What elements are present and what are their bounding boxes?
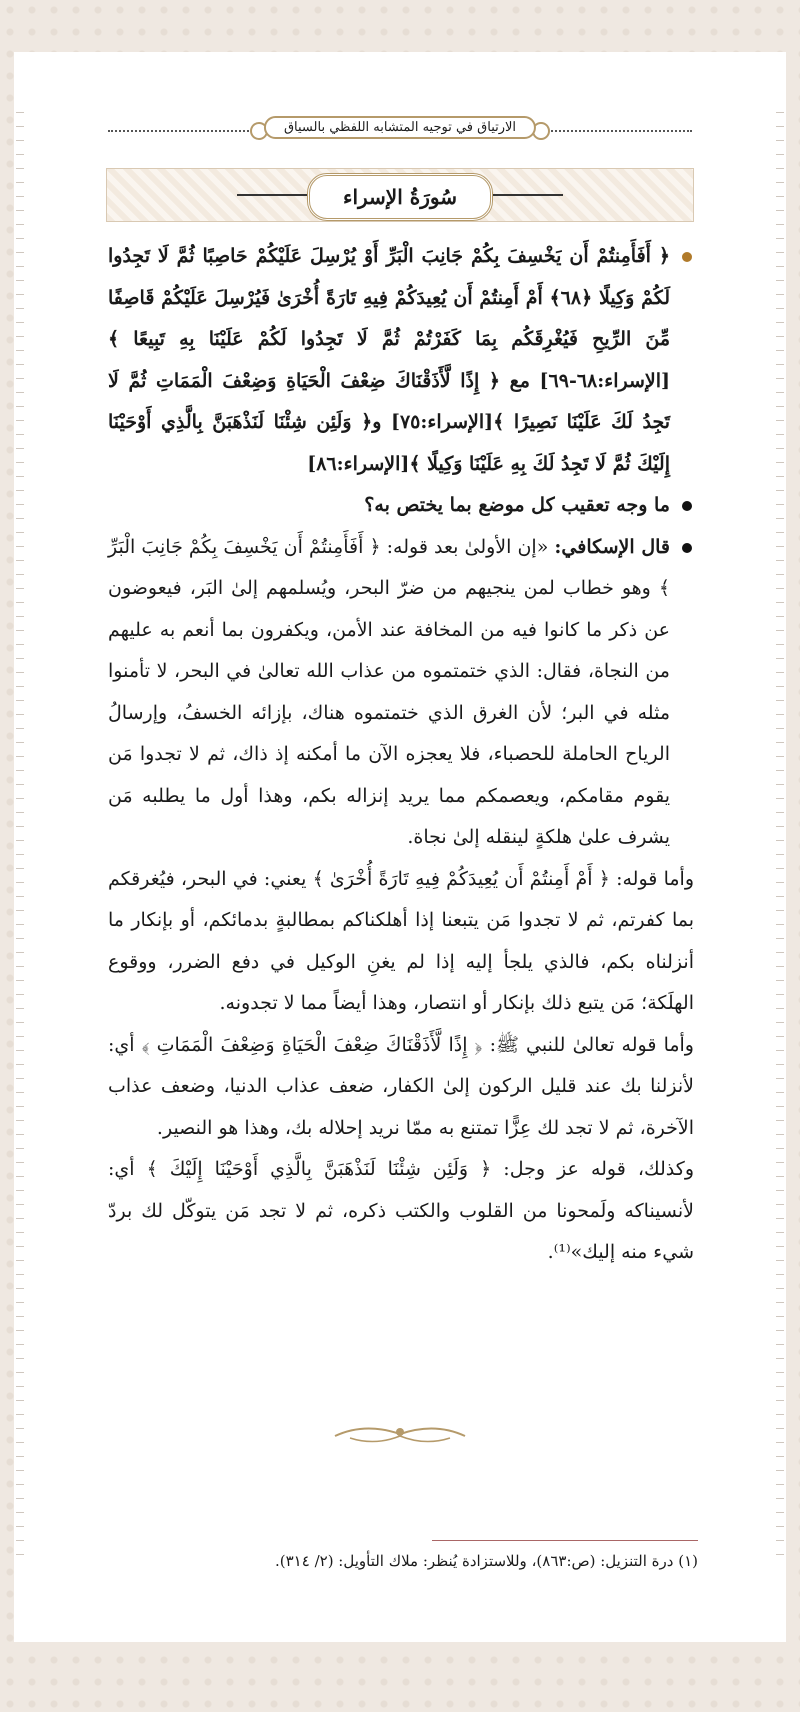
running-title: الارتياق في توجيه المتشابه اللفظي بالسياق <box>264 116 536 139</box>
verses-bullet: ﴿ أَفَأَمِنتُمْ أَن يَخْسِفَ بِكُمْ جَانِبَ الْبَرِّ أَوْ يُرْسِلَ عَلَيْكُمْ حَاصِبًا ثُمَّ لَا تَجِدُوا لَكُمْ وَكِيلًا ﴿٦٨﴾ أَمْ أَمِنتُمْ أَن يُعِيدَكُمْ فِيهِ تَارَةً أُخْرَىٰ فَيُرْسِلَ عَلَيْكُمْ قَاصِفًا مِّنَ الرِّيحِ فَيُغْرِقَكُم بِمَا كَفَرْتُمْ ثُمَّ لَا تَجِدُوا لَكُمْ عَلَيْنَا بِهِ تَبِيعًا ﴾ [الإسراء:٦٨-٦٩] مع ﴿ إِذًا لَّأَذَقْنَاكَ ضِعْفَ الْحَيَاةِ وَضِعْفَ الْمَمَاتِ ثُمَّ لَا تَجِدُ لَكَ عَلَيْنَا نَصِيرًا ﴾[الإسراء:٧٥] و﴿ وَلَئِن شِئْنَا لَنَذْهَبَنَّ بِالَّذِي أَوْحَيْنَا إِلَيْكَ ثُمَّ لَا تَجِدُ لَكَ بِهِ عَلَيْنَا وَكِيلًا ﴾[الإسراء:٨٦] <box>108 236 694 485</box>
question-bullet: ما وجه تعقيب كل موضع بما يختص به؟ <box>108 485 694 527</box>
running-header <box>108 118 692 142</box>
answer-bullet <box>108 527 694 859</box>
title-line-right <box>493 194 563 196</box>
right-margin-ruler <box>776 112 784 1562</box>
main-content <box>108 236 694 1274</box>
section-end-ornament-icon <box>330 1418 470 1448</box>
footnote-separator <box>432 1540 698 1541</box>
answer-paragraph-2: وأما قوله: ﴿ أَمْ أَمِنتُمْ أَن يُعِيدَكُمْ فِيهِ تَارَةً أُخْرَىٰ ﴾ يعني: في البحر، فيُغرقكم بما كفرتم، ثم لا تجدوا مَن يتبعنا إذا أهلكناكم بمطالبةٍ بدمائكم، أو بإنكار ما أنزلناه بكم، فالذي يلجأ إليه إذا لم يغنِ الوكيل في دفع الضرر، ووقوع الهلَكة؛ مَن يتبع ذلك بإنكار أو انتصار، وهذا أيضاً مما لا تجدونه. <box>108 867 694 1014</box>
answer-speaker: قال الإسكافي: <box>554 535 670 558</box>
answer-paragraph-4: وكذلك، قوله عز وجل: ﴿ وَلَئِن شِئْنَا لَنَذْهَبَنَّ بِالَّذِي أَوْحَيْنَا إِلَيْكَ ﴾ أي: لأنسيناكه ولَمحونا من القلوب والكتب ذكره، ثم لا تجد مَن يتوكّل لك بردّ شيء منه إليك»⁽¹⁾. <box>108 1158 694 1263</box>
surah-title-band <box>106 168 694 222</box>
left-margin-ruler <box>16 112 24 1562</box>
surah-title: سُورَةُ الإسراء <box>307 173 493 221</box>
answer-paragraph-3: وأما قوله تعالىٰ للنبي ﷺ: ﴿ إِذًا لَّأَذَقْنَاكَ ضِعْفَ الْحَيَاةِ وَضِعْفَ الْمَمَاتِ ﴾ أي: لأنزلنا بك عند قليل الركون إلىٰ الكفار، ضعف عذاب الدنيا، وضعف عذاب الآخرة، ثم لا تجد لك عِزًّا تمتنع به ممّا نريد إحلاله بك، وهذا هو النصير. <box>108 1033 694 1139</box>
footnote: (١) درة التنزيل: (ص:٨٦٣)، وللاستزادة يُنظر: ملاك التأويل: (٢/ ٣١٤). <box>275 1552 698 1570</box>
answer-paragraph-1: «إن الأولىٰ بعد قوله: ﴿ أَفَأَمِنتُمْ أَن يَخْسِفَ بِكُمْ جَانِبَ الْبَرِّ ﴾ وهو خطاب لمن ينجيهم من ضرّ البحر، ويُسلمهم إلىٰ البَر، فيعوضون عن ذكر ما كانوا فيه من المخافة عند الأمن، ويكفرون بما أنعم به عليهم من النجاة، فقال: الذي ختمتموه من عذاب الله تعالىٰ في البحر، لا تأمنوا مثله في البر؛ لأن الغرق الذي ختمتموه هناك، بإزائه الخسفُ، وإرسالُ الرياح الحاملة للحصباء، فلا يعجزه الآن ما أمكنه إذ ذاك، ثم لا تجدوا مَن يقوم مقامكم، ويعصمكم مما يريد إنزاله بكم، وهذا أول ما يطلبه مَن يشرف علىٰ هلكةٍ لينقله إلىٰ نجاة. <box>108 535 670 848</box>
title-line-left <box>237 194 307 196</box>
